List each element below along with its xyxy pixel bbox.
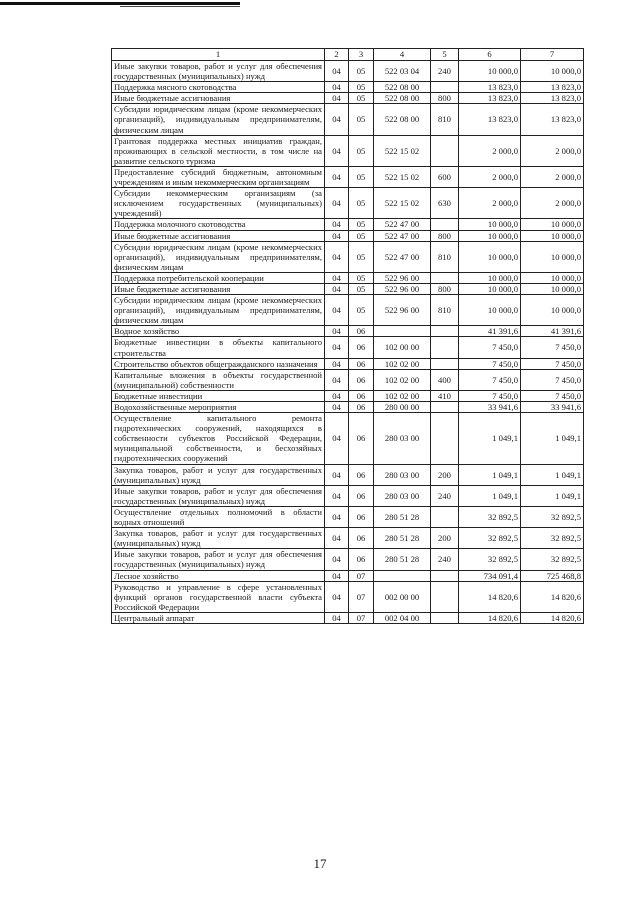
table-row	[112, 283, 584, 294]
section-code: 04	[325, 390, 349, 401]
row-name: Центральный аппарат	[112, 612, 325, 623]
expense-type-code	[431, 506, 459, 527]
section-code: 04	[325, 528, 349, 549]
target-article-code: 002 04 00	[374, 612, 431, 623]
target-article-code: 522 96 00	[374, 295, 431, 326]
row-name: Грантовая поддержка местных инициатив граждан, проживающих в сельской местности, в том числе на развитие сельского туризма	[112, 135, 325, 166]
table-row	[112, 402, 584, 413]
section-code: 04	[325, 188, 349, 219]
target-article-code: 102 02 00	[374, 369, 431, 390]
subsection-code: 05	[349, 93, 374, 104]
target-article-code: 522 47 00	[374, 241, 431, 272]
table-row	[112, 528, 584, 549]
section-code: 04	[325, 295, 349, 326]
target-article-code: 102 02 00	[374, 358, 431, 369]
table-row	[112, 326, 584, 337]
top-rule	[0, 0, 240, 8]
table-row	[112, 241, 584, 272]
section-code: 04	[325, 166, 349, 187]
subsection-code: 05	[349, 241, 374, 272]
row-name: Иные бюджетные ассигнования	[112, 230, 325, 241]
expense-type-code	[431, 570, 459, 581]
target-article-code: 522 08 00	[374, 82, 431, 93]
amount-year-2: 13 823,0	[521, 93, 584, 104]
expense-type-code	[431, 135, 459, 166]
table-row	[112, 570, 584, 581]
top-rule-thick	[0, 2, 240, 5]
subsection-code: 05	[349, 166, 374, 187]
table-row	[112, 230, 584, 241]
amount-year-1: 13 823,0	[459, 93, 521, 104]
amount-year-1: 33 941,6	[459, 402, 521, 413]
amount-year-1: 41 391,6	[459, 326, 521, 337]
budget-table	[111, 48, 584, 624]
expense-type-code: 200	[431, 528, 459, 549]
amount-year-1: 32 892,5	[459, 506, 521, 527]
amount-year-1: 10 000,0	[459, 283, 521, 294]
header-col-4: 4	[374, 49, 431, 61]
header-col-1: 1	[112, 49, 325, 61]
section-code: 04	[325, 230, 349, 241]
header-col-3: 3	[349, 49, 374, 61]
amount-year-1: 1 049,1	[459, 464, 521, 485]
subsection-code: 06	[349, 413, 374, 464]
table-row	[112, 82, 584, 93]
section-code: 04	[325, 402, 349, 413]
amount-year-1: 10 000,0	[459, 241, 521, 272]
row-name: Осуществление капитального ремонта гидротехнических сооружений, находящихся в собственности субъектов Российской Федерации, муниципальной собственности, и бесхозяйных гидротехнических сооружений	[112, 413, 325, 464]
section-code: 04	[325, 413, 349, 464]
target-article-code: 280 51 28	[374, 549, 431, 570]
row-name: Поддержка потребительской кооперации	[112, 272, 325, 283]
row-name: Лесное хозяйство	[112, 570, 325, 581]
amount-year-1: 14 820,6	[459, 581, 521, 612]
expense-type-code: 810	[431, 241, 459, 272]
subsection-code: 05	[349, 104, 374, 135]
row-name: Закупка товаров, работ и услуг для государственных (муниципальных) нужд	[112, 528, 325, 549]
amount-year-2: 2 000,0	[521, 166, 584, 187]
section-code: 04	[325, 369, 349, 390]
amount-year-1: 2 000,0	[459, 135, 521, 166]
expense-type-code: 810	[431, 295, 459, 326]
row-name: Закупка товаров, работ и услуг для государственных (муниципальных) нужд	[112, 464, 325, 485]
amount-year-1: 7 450,0	[459, 358, 521, 369]
row-name: Предоставление субсидий бюджетным, автономным учреждениям и иным некоммерческим организациям	[112, 166, 325, 187]
section-code: 04	[325, 612, 349, 623]
section-code: 04	[325, 326, 349, 337]
expense-type-code: 800	[431, 283, 459, 294]
target-article-code	[374, 570, 431, 581]
subsection-code: 06	[349, 506, 374, 527]
target-article-code: 522 15 02	[374, 135, 431, 166]
amount-year-1: 32 892,5	[459, 528, 521, 549]
section-code: 04	[325, 581, 349, 612]
subsection-code: 05	[349, 219, 374, 230]
section-code: 04	[325, 104, 349, 135]
row-name: Бюджетные инвестиции	[112, 390, 325, 401]
target-article-code: 280 03 00	[374, 464, 431, 485]
subsection-code: 05	[349, 230, 374, 241]
subsection-code: 06	[349, 402, 374, 413]
table-row	[112, 272, 584, 283]
header-col-5: 5	[431, 49, 459, 61]
subsection-code: 06	[349, 337, 374, 358]
expense-type-code: 630	[431, 188, 459, 219]
section-code: 04	[325, 485, 349, 506]
header-col-2: 2	[325, 49, 349, 61]
row-name: Водное хозяйство	[112, 326, 325, 337]
table-row	[112, 413, 584, 464]
subsection-code: 07	[349, 581, 374, 612]
page-number: 17	[313, 856, 327, 871]
expense-type-code	[431, 358, 459, 369]
target-article-code: 522 47 00	[374, 230, 431, 241]
target-article-code: 280 51 28	[374, 528, 431, 549]
subsection-code: 06	[349, 464, 374, 485]
expense-type-code: 400	[431, 369, 459, 390]
subsection-code: 05	[349, 295, 374, 326]
table-row	[112, 464, 584, 485]
target-article-code: 102 02 00	[374, 390, 431, 401]
amount-year-2: 7 450,0	[521, 358, 584, 369]
expense-type-code	[431, 402, 459, 413]
amount-year-2: 14 820,6	[521, 581, 584, 612]
row-name: Иные бюджетные ассигнования	[112, 93, 325, 104]
expense-type-code	[431, 219, 459, 230]
amount-year-1: 2 000,0	[459, 188, 521, 219]
amount-year-1: 1 049,1	[459, 413, 521, 464]
subsection-code: 05	[349, 82, 374, 93]
table-row	[112, 93, 584, 104]
amount-year-2: 2 000,0	[521, 135, 584, 166]
table-row	[112, 506, 584, 527]
expense-type-code	[431, 413, 459, 464]
amount-year-2: 7 450,0	[521, 369, 584, 390]
table-row	[112, 581, 584, 612]
amount-year-2: 14 820,6	[521, 612, 584, 623]
amount-year-1: 7 450,0	[459, 337, 521, 358]
table-row	[112, 219, 584, 230]
section-code: 04	[325, 272, 349, 283]
target-article-code: 522 08 00	[374, 93, 431, 104]
amount-year-2: 1 049,1	[521, 464, 584, 485]
top-rule-thin	[120, 6, 240, 7]
row-name: Субсидии некоммерческим организациям (за исключением государственных (муниципальных) учреждений)	[112, 188, 325, 219]
table-row	[112, 612, 584, 623]
row-name: Поддержка молочного скотоводства	[112, 219, 325, 230]
subsection-code: 06	[349, 528, 374, 549]
table-row	[112, 61, 584, 82]
amount-year-1: 13 823,0	[459, 104, 521, 135]
amount-year-2: 7 450,0	[521, 337, 584, 358]
row-name: Субсидии юридическим лицам (кроме некоммерческих организаций), индивидуальным предпринимателям, физическим лицам	[112, 104, 325, 135]
subsection-code: 06	[349, 326, 374, 337]
section-code: 04	[325, 93, 349, 104]
subsection-code: 05	[349, 135, 374, 166]
amount-year-1: 2 000,0	[459, 166, 521, 187]
amount-year-1: 7 450,0	[459, 369, 521, 390]
amount-year-2: 32 892,5	[521, 528, 584, 549]
subsection-code: 07	[349, 612, 374, 623]
amount-year-2: 10 000,0	[521, 241, 584, 272]
subsection-code: 06	[349, 369, 374, 390]
target-article-code: 522 47 00	[374, 219, 431, 230]
row-name: Субсидии юридическим лицам (кроме некоммерческих организаций), индивидуальным предпринимателям, физическим лицам	[112, 241, 325, 272]
amount-year-1: 14 820,6	[459, 612, 521, 623]
section-code: 04	[325, 570, 349, 581]
table-row	[112, 104, 584, 135]
expense-type-code	[431, 82, 459, 93]
expense-type-code	[431, 337, 459, 358]
expense-type-code	[431, 272, 459, 283]
expense-type-code: 600	[431, 166, 459, 187]
expense-type-code: 810	[431, 104, 459, 135]
row-name: Поддержка мясного скотоводства	[112, 82, 325, 93]
amount-year-1: 734 091,4	[459, 570, 521, 581]
amount-year-2: 2 000,0	[521, 188, 584, 219]
section-code: 04	[325, 337, 349, 358]
subsection-code: 07	[349, 570, 374, 581]
table-row	[112, 135, 584, 166]
expense-type-code: 800	[431, 93, 459, 104]
amount-year-2: 32 892,5	[521, 506, 584, 527]
table-row	[112, 549, 584, 570]
amount-year-2: 10 000,0	[521, 295, 584, 326]
header-col-7: 7	[521, 49, 584, 61]
amount-year-2: 33 941,6	[521, 402, 584, 413]
expense-type-code: 800	[431, 230, 459, 241]
table-row	[112, 369, 584, 390]
amount-year-2: 13 823,0	[521, 104, 584, 135]
table-row	[112, 358, 584, 369]
amount-year-2: 1 049,1	[521, 485, 584, 506]
amount-year-1: 7 450,0	[459, 390, 521, 401]
subsection-code: 06	[349, 358, 374, 369]
target-article-code: 280 51 28	[374, 506, 431, 527]
amount-year-2: 10 000,0	[521, 272, 584, 283]
amount-year-2: 10 000,0	[521, 283, 584, 294]
subsection-code: 06	[349, 485, 374, 506]
header-row	[112, 49, 584, 61]
table-row	[112, 295, 584, 326]
expense-type-code	[431, 581, 459, 612]
target-article-code: 102 00 00	[374, 337, 431, 358]
section-code: 04	[325, 61, 349, 82]
amount-year-2: 32 892,5	[521, 549, 584, 570]
subsection-code: 06	[349, 390, 374, 401]
target-article-code: 280 00 00	[374, 402, 431, 413]
row-name: Иные бюджетные ассигнования	[112, 283, 325, 294]
row-name: Строительство объектов общегражданского назначения	[112, 358, 325, 369]
subsection-code: 05	[349, 283, 374, 294]
amount-year-2: 1 049,1	[521, 413, 584, 464]
row-name: Руководство и управление в сфере установленных функций органов государственной власти субъекта Российской Федерации	[112, 581, 325, 612]
amount-year-2: 10 000,0	[521, 61, 584, 82]
amount-year-1: 32 892,5	[459, 549, 521, 570]
amount-year-2: 13 823,0	[521, 82, 584, 93]
table-row	[112, 390, 584, 401]
table-row	[112, 166, 584, 187]
subsection-code: 06	[349, 549, 374, 570]
amount-year-2: 10 000,0	[521, 230, 584, 241]
row-name: Капитальные вложения в объекты государственной (муниципальной) собственности	[112, 369, 325, 390]
expense-type-code: 240	[431, 61, 459, 82]
row-name: Водохозяйственные мероприятия	[112, 402, 325, 413]
section-code: 04	[325, 241, 349, 272]
row-name: Иные закупки товаров, работ и услуг для обеспечения государственных (муниципальных) нужд	[112, 485, 325, 506]
section-code: 04	[325, 283, 349, 294]
amount-year-1: 10 000,0	[459, 295, 521, 326]
subsection-code: 05	[349, 61, 374, 82]
target-article-code: 280 03 00	[374, 413, 431, 464]
row-name: Иные закупки товаров, работ и услуг для обеспечения государственных (муниципальных) нужд	[112, 549, 325, 570]
expense-type-code	[431, 612, 459, 623]
row-name: Бюджетные инвестиции в объекты капитального строительства	[112, 337, 325, 358]
section-code: 04	[325, 506, 349, 527]
row-name: Иные закупки товаров, работ и услуг для обеспечения государственных (муниципальных) нужд	[112, 61, 325, 82]
section-code: 04	[325, 549, 349, 570]
expense-type-code: 240	[431, 549, 459, 570]
expense-type-code: 410	[431, 390, 459, 401]
table-row	[112, 485, 584, 506]
amount-year-2: 10 000,0	[521, 219, 584, 230]
section-code: 04	[325, 219, 349, 230]
section-code: 04	[325, 464, 349, 485]
section-code: 04	[325, 82, 349, 93]
target-article-code: 280 03 00	[374, 485, 431, 506]
amount-year-2: 41 391,6	[521, 326, 584, 337]
amount-year-1: 10 000,0	[459, 219, 521, 230]
header-col-6: 6	[459, 49, 521, 61]
row-name: Субсидии юридическим лицам (кроме некоммерческих организаций), индивидуальным предпринимателям, физическим лицам	[112, 295, 325, 326]
target-article-code	[374, 326, 431, 337]
section-code: 04	[325, 135, 349, 166]
target-article-code: 522 08 00	[374, 104, 431, 135]
subsection-code: 05	[349, 188, 374, 219]
target-article-code: 522 03 04	[374, 61, 431, 82]
expense-type-code: 240	[431, 485, 459, 506]
table-row	[112, 188, 584, 219]
subsection-code: 05	[349, 272, 374, 283]
amount-year-1: 13 823,0	[459, 82, 521, 93]
amount-year-1: 1 049,1	[459, 485, 521, 506]
row-name: Осуществление отдельных полномочий в области водных отношений	[112, 506, 325, 527]
amount-year-2: 7 450,0	[521, 390, 584, 401]
amount-year-2: 725 468,8	[521, 570, 584, 581]
amount-year-1: 10 000,0	[459, 61, 521, 82]
expense-type-code	[431, 326, 459, 337]
amount-year-1: 10 000,0	[459, 230, 521, 241]
target-article-code: 522 96 00	[374, 283, 431, 294]
target-article-code: 522 15 02	[374, 166, 431, 187]
target-article-code: 002 00 00	[374, 581, 431, 612]
amount-year-1: 10 000,0	[459, 272, 521, 283]
expense-type-code: 200	[431, 464, 459, 485]
table-row	[112, 337, 584, 358]
target-article-code: 522 15 02	[374, 188, 431, 219]
target-article-code: 522 96 00	[374, 272, 431, 283]
section-code: 04	[325, 358, 349, 369]
